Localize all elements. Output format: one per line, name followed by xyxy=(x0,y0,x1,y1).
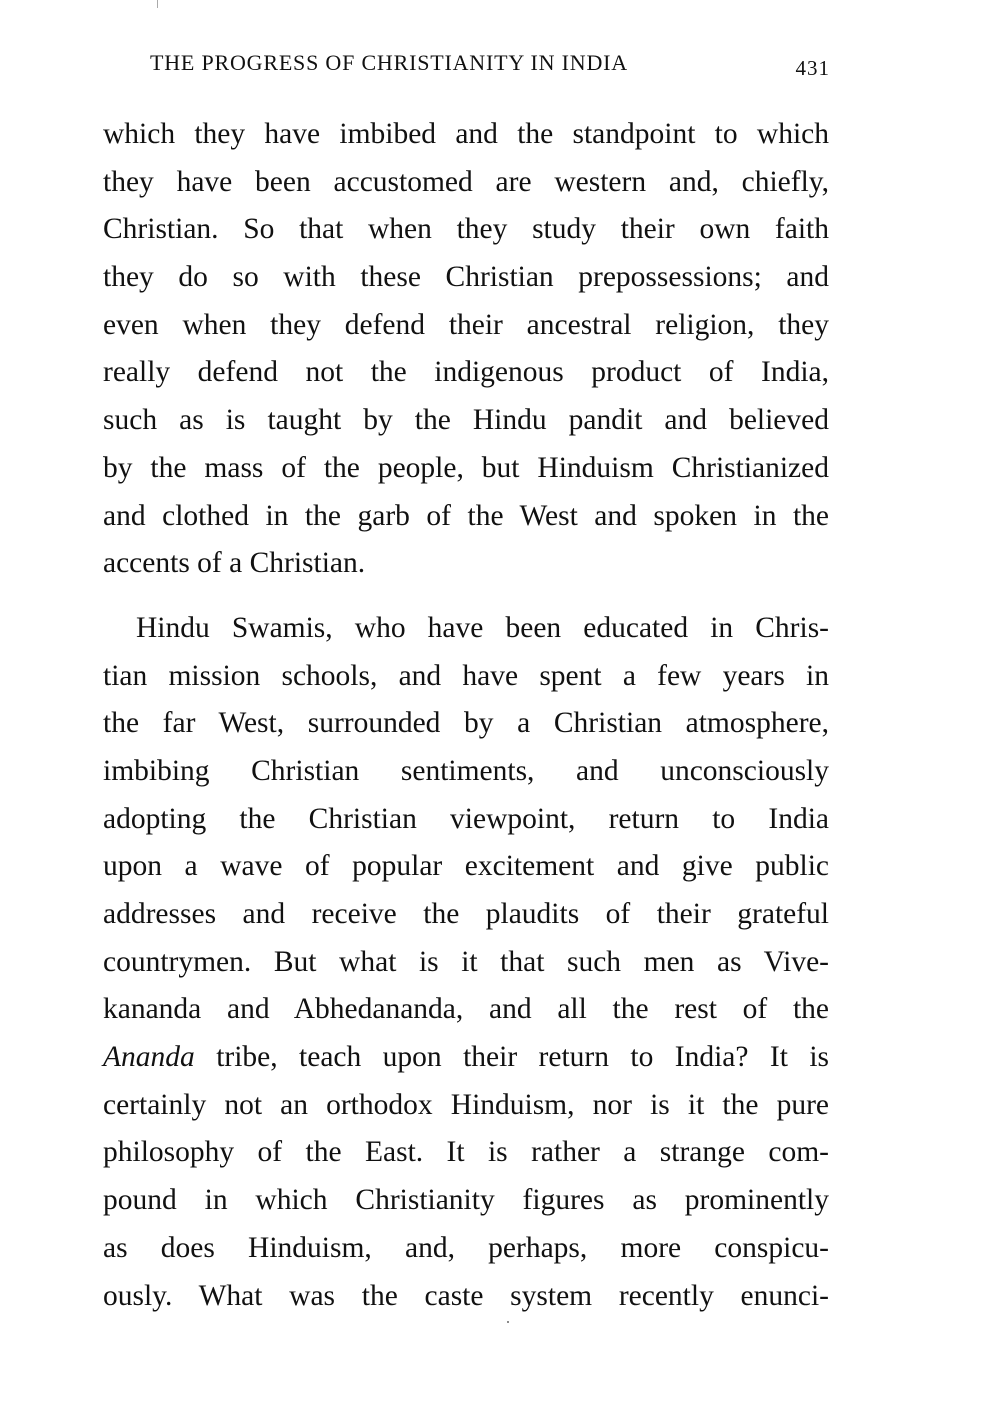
text-line: imbibing Christian sentiments, and unconsciously xyxy=(103,754,829,787)
text-line: by the mass of the people, but Hinduism Christianized xyxy=(103,451,829,484)
text-line: tian mission schools, and have spent a few years in xyxy=(103,659,829,692)
text-line: Hindu Swamis, who have been educated in Chris- xyxy=(136,611,829,644)
text-line: ously. What was the caste system recently enunci- xyxy=(103,1279,829,1312)
text-line: they do so with these Christian prepossessions; and xyxy=(103,261,829,294)
text-line: the far West, surrounded by a Christian atmosphere, xyxy=(103,707,829,740)
text-line: and clothed in the garb of the West and spoken in the xyxy=(103,499,829,532)
scan-speck xyxy=(507,1321,509,1323)
text-line: pound in which Christianity figures as prominently xyxy=(103,1184,829,1217)
text-line: addresses and receive the plaudits of their grateful xyxy=(103,898,829,930)
text-line: philosophy of the East. It is rather a strange com- xyxy=(103,1136,829,1169)
text-line: even when they defend their ancestral religion, they xyxy=(103,308,829,341)
text-line: Christian. So that when they study their own faith xyxy=(103,213,829,246)
italic-word: Ananda xyxy=(103,1041,195,1074)
text-line: countrymen. But what is it that such men as Vive- xyxy=(103,945,829,978)
paragraph-2 xyxy=(103,605,829,1320)
text-line: really defend not the indigenous product of India, xyxy=(103,356,829,389)
text-line-italic xyxy=(103,1034,829,1082)
running-title: THE PROGRESS OF CHRISTIANITY IN INDIA xyxy=(150,50,628,75)
text-line: which they have imbibed and the standpoint to which xyxy=(103,118,829,150)
body-text xyxy=(103,111,829,1320)
scan-mark xyxy=(157,0,158,8)
text-line: adopting the Christian viewpoint, return to India xyxy=(103,802,829,835)
text-line: accents of a Christian. xyxy=(103,547,366,580)
running-head xyxy=(150,50,830,84)
page-number: 431 xyxy=(795,56,830,80)
text-line: kananda and Abhedananda, and all the rest of the xyxy=(103,993,829,1026)
line-rest: tribe, teach upon their return to India? It is xyxy=(194,1041,829,1074)
text-line: they have been accustomed are western and, chiefly, xyxy=(103,165,829,198)
text-line: as does Hinduism, and, perhaps, more conspicu- xyxy=(103,1231,829,1264)
text-line: certainly not an orthodox Hinduism, nor is it the pure xyxy=(103,1088,829,1121)
paragraph-1 xyxy=(103,111,829,588)
text-line: such as is taught by the Hindu pandit and believed xyxy=(103,404,829,437)
text-line: upon a wave of popular excitement and give public xyxy=(103,850,829,883)
